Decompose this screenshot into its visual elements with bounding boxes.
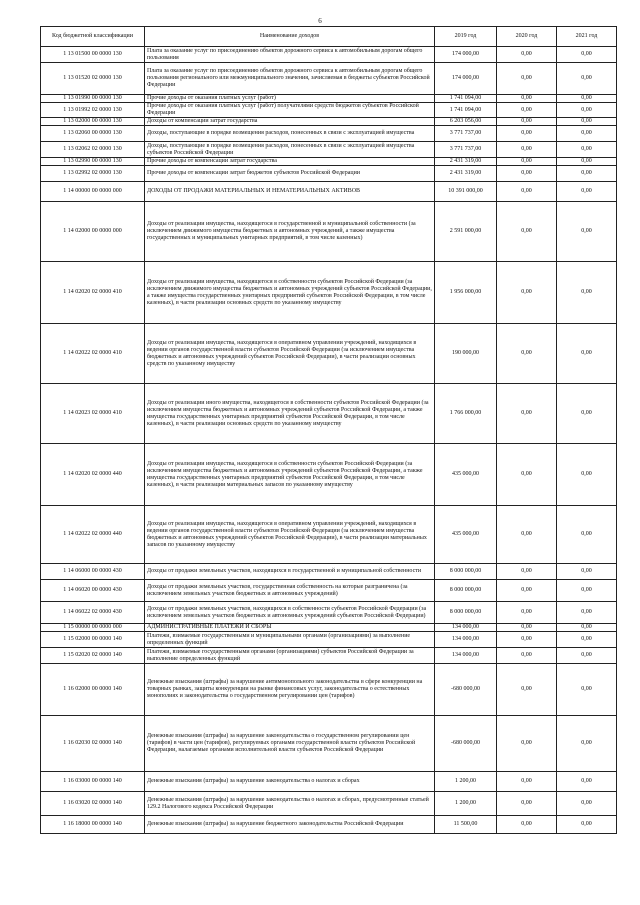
table-row (41, 384, 617, 444)
value-2019-cell: 1 741 094,00 (435, 103, 497, 118)
table-row (41, 47, 617, 63)
income-name-cell: Доходы, поступающие в порядке возмещения расходов, понесенных в связи с эксплуатацией имущества субъектов Российской Федерации (145, 142, 435, 158)
budget-code-cell: 1 14 02022 02 0000 440 (41, 506, 145, 564)
budget-code-cell: 1 14 02022 02 0000 410 (41, 324, 145, 384)
header-code: Код бюджетной классификации (41, 27, 145, 47)
income-name-cell: Доходы от реализации иного имущества, находящегося в собственности субъектов Российской Федерации (за исключением имущества бюджетных и автономных учреждений субъектов Российской Федерации, а также имущества государственных унитарных предприятий субъектов Российской Федерации, в том числе казенных), в части реализации основных средств по указанному имуществу (145, 384, 435, 444)
table-header-row (41, 27, 617, 47)
page-number: 6 (318, 17, 322, 25)
value-2020-cell: 0,00 (497, 602, 557, 624)
table-body (41, 47, 617, 834)
table-row (41, 95, 617, 103)
value-2020-cell: 0,00 (497, 664, 557, 716)
value-2019-cell: 1 200,00 (435, 772, 497, 792)
budget-code-cell: 1 15 02020 02 0000 140 (41, 648, 145, 664)
table-row (41, 772, 617, 792)
budget-code-cell: 1 13 01500 00 0000 130 (41, 47, 145, 63)
budget-code-cell: 1 14 02023 02 0000 410 (41, 384, 145, 444)
table-row (41, 580, 617, 602)
value-2019-cell: 8 000 000,00 (435, 580, 497, 602)
income-name-cell: Доходы от реализации имущества, находящегося в оперативном управлении учреждений, находящихся в ведении органов государственной власти субъектов Российской Федерации (за исключением имущества бюджетных и автономных учреждений субъектов Российской Федерации), в части реализации основных средств по указанному имуществу (145, 324, 435, 384)
value-2021-cell: 0,00 (557, 384, 617, 444)
value-2020-cell: 0,00 (497, 47, 557, 63)
value-2020-cell: 0,00 (497, 202, 557, 262)
value-2019-cell: 8 000 000,00 (435, 602, 497, 624)
table-row (41, 648, 617, 664)
table-row (41, 624, 617, 632)
value-2021-cell: 0,00 (557, 772, 617, 792)
value-2021-cell: 0,00 (557, 118, 617, 126)
value-2021-cell: 0,00 (557, 444, 617, 506)
value-2021-cell: 0,00 (557, 182, 617, 202)
budget-code-cell: 1 14 06022 02 0000 430 (41, 602, 145, 624)
budget-code-cell: 1 14 06020 00 0000 430 (41, 580, 145, 602)
table-row (41, 506, 617, 564)
budget-code-cell: 1 13 02060 00 0000 130 (41, 126, 145, 142)
budget-code-cell: 1 13 02062 02 0000 130 (41, 142, 145, 158)
budget-code-cell: 1 13 02992 02 0000 130 (41, 166, 145, 182)
income-name-cell: Доходы от реализации имущества, находящегося в собственности субъектов Российской Федерации (за исключением имущества бюджетных и автономных учреждений субъектов Российской Федерации, а также имущества государственных унитарных предприятий субъектов Российской Федерации, в том числе казенных), в части реализации материальных запасов по указанному имуществу (145, 444, 435, 506)
value-2020-cell: 0,00 (497, 792, 557, 816)
table-row (41, 202, 617, 262)
value-2019-cell: 435 000,00 (435, 506, 497, 564)
value-2020-cell: 0,00 (497, 648, 557, 664)
value-2019-cell: 10 391 000,00 (435, 182, 497, 202)
value-2020-cell: 0,00 (497, 716, 557, 772)
table-row (41, 716, 617, 772)
table-row (41, 126, 617, 142)
value-2020-cell: 0,00 (497, 580, 557, 602)
budget-code-cell: 1 16 03020 02 0000 140 (41, 792, 145, 816)
budget-code-cell: 1 16 02000 00 0000 140 (41, 664, 145, 716)
value-2020-cell: 0,00 (497, 103, 557, 118)
table-row (41, 792, 617, 816)
value-2021-cell: 0,00 (557, 202, 617, 262)
table-row (41, 63, 617, 95)
income-name-cell: Доходы от реализации имущества, находящегося в собственности субъектов Российской Федерации (за исключением движимого имущества бюджетных и автономных учреждений субъектов Российской Федерации, а также имущества государственных унитарных предприятий субъектов Российской Федерации, в том числе казенных), в части реализации основных средств по указанному имуществу (145, 262, 435, 324)
budget-code-cell: 1 14 02020 02 0000 410 (41, 262, 145, 324)
value-2019-cell: 8 000 000,00 (435, 564, 497, 580)
income-name-cell: Прочие доходы от компенсации затрат государства (145, 158, 435, 166)
income-name-cell: Прочие доходы от оказания платных услуг (работ) получателями средств бюджетов субъектов Российской Федерации (145, 103, 435, 118)
value-2020-cell: 0,00 (497, 126, 557, 142)
table-row (41, 664, 617, 716)
value-2021-cell: 0,00 (557, 95, 617, 103)
value-2021-cell: 0,00 (557, 47, 617, 63)
value-2021-cell: 0,00 (557, 624, 617, 632)
income-name-cell: Платежи, взимаемые государственными и муниципальными органами (организациями) за выполнение определенных функций (145, 632, 435, 648)
table-row (41, 182, 617, 202)
budget-code-cell: 1 13 01990 00 0000 130 (41, 95, 145, 103)
income-name-cell: Денежные взыскания (штрафы) за нарушение бюджетного законодательства Российской Федерации (145, 816, 435, 834)
header-2019: 2019 год (435, 27, 497, 47)
value-2020-cell: 0,00 (497, 772, 557, 792)
income-name-cell: Денежные взыскания (штрафы) за нарушение законодательства о государственном регулировании цен (тарифов) в части цен (тарифов), регулируемых органами государственной власти субъектов Российской Федерации, налагаемые органами исполнительной власти субъектов Российской Федерации (145, 716, 435, 772)
value-2019-cell: 3 771 737,00 (435, 142, 497, 158)
value-2021-cell: 0,00 (557, 166, 617, 182)
income-name-cell: Доходы от реализации имущества, находящегося в государственной и муниципальной собственности (за исключением движимого имущества бюджетных и автономных учреждений, а также имущества государственных и муниципальных унитарных предприятий, в том числе казенных) (145, 202, 435, 262)
table-row (41, 564, 617, 580)
value-2021-cell: 0,00 (557, 580, 617, 602)
value-2020-cell: 0,00 (497, 324, 557, 384)
table-row (41, 158, 617, 166)
value-2019-cell: -680 000,00 (435, 716, 497, 772)
income-name-cell: Доходы от компенсации затрат государства (145, 118, 435, 126)
value-2021-cell: 0,00 (557, 103, 617, 118)
income-name-cell: Прочие доходы от оказания платных услуг (работ) (145, 95, 435, 103)
header-2020: 2020 год (497, 27, 557, 47)
table-row (41, 632, 617, 648)
table-row (41, 444, 617, 506)
budget-code-cell: 1 16 03000 00 0000 140 (41, 772, 145, 792)
income-name-cell: Доходы, поступающие в порядке возмещения расходов, понесенных в связи с эксплуатацией имущества (145, 126, 435, 142)
header-name: Наименование доходов (145, 27, 435, 47)
budget-code-cell: 1 14 02020 02 0000 440 (41, 444, 145, 506)
value-2020-cell: 0,00 (497, 632, 557, 648)
budget-code-cell: 1 16 18000 00 0000 140 (41, 816, 145, 834)
value-2020-cell: 0,00 (497, 506, 557, 564)
income-name-cell: ДОХОДЫ ОТ ПРОДАЖИ МАТЕРИАЛЬНЫХ И НЕМАТЕРИАЛЬНЫХ АКТИВОВ (145, 182, 435, 202)
table-row (41, 118, 617, 126)
value-2019-cell: 190 000,00 (435, 324, 497, 384)
value-2020-cell: 0,00 (497, 444, 557, 506)
value-2021-cell: 0,00 (557, 142, 617, 158)
table-row (41, 602, 617, 624)
value-2020-cell: 0,00 (497, 63, 557, 95)
budget-code-cell: 1 15 02000 00 0000 140 (41, 632, 145, 648)
value-2021-cell: 0,00 (557, 632, 617, 648)
value-2021-cell: 0,00 (557, 324, 617, 384)
value-2021-cell: 0,00 (557, 664, 617, 716)
value-2020-cell: 0,00 (497, 624, 557, 632)
value-2021-cell: 0,00 (557, 602, 617, 624)
income-name-cell: Денежные взыскания (штрафы) за нарушение законодательства о налогах и сборах, предусмотренные статьей 129.2 Налогового кодекса Российской Федерации (145, 792, 435, 816)
value-2019-cell: 435 000,00 (435, 444, 497, 506)
value-2019-cell: 11 500,00 (435, 816, 497, 834)
value-2019-cell: 1 200,00 (435, 792, 497, 816)
value-2021-cell: 0,00 (557, 126, 617, 142)
value-2021-cell: 0,00 (557, 716, 617, 772)
value-2019-cell: 1 956 000,00 (435, 262, 497, 324)
income-name-cell: АДМИНИСТРАТИВНЫЕ ПЛАТЕЖИ И СБОРЫ (145, 624, 435, 632)
value-2019-cell: 2 591 000,00 (435, 202, 497, 262)
table-row (41, 262, 617, 324)
value-2019-cell: 1 741 094,00 (435, 95, 497, 103)
value-2021-cell: 0,00 (557, 816, 617, 834)
value-2019-cell: 174 000,00 (435, 63, 497, 95)
header-2021: 2021 год (557, 27, 617, 47)
income-name-cell: Платежи, взимаемые государственными органами (организациями) субъектов Российской Федерации за выполнение определенных функций (145, 648, 435, 664)
table-row (41, 166, 617, 182)
value-2020-cell: 0,00 (497, 564, 557, 580)
income-name-cell: Плата за оказание услуг по присоединению объектов дорожного сервиса к автомобильным дорогам общего пользования регионального или межмуниципального значения, зачисляемая в бюджеты субъектов Российской Федерации (145, 63, 435, 95)
value-2019-cell: 134 000,00 (435, 648, 497, 664)
value-2019-cell: 174 000,00 (435, 47, 497, 63)
revenue-table (40, 26, 617, 834)
budget-code-cell: 1 13 01992 02 0000 130 (41, 103, 145, 118)
income-name-cell: Плата за оказание услуг по присоединению объектов дорожного сервиса к автомобильным дорогам общего пользования (145, 47, 435, 63)
value-2021-cell: 0,00 (557, 262, 617, 324)
value-2019-cell: -680 000,00 (435, 664, 497, 716)
income-name-cell: Доходы от реализации имущества, находящегося в оперативном управлении учреждений, находящихся в ведении органов государственной власти субъектов Российской Федерации (за исключением имущества бюджетных и автономных учреждений субъектов Российской Федерации), в части реализации материальных запасов по указанному имуществу (145, 506, 435, 564)
budget-code-cell: 1 14 02000 00 0000 000 (41, 202, 145, 262)
value-2020-cell: 0,00 (497, 182, 557, 202)
budget-code-cell: 1 15 00000 00 0000 000 (41, 624, 145, 632)
value-2019-cell: 1 766 000,00 (435, 384, 497, 444)
value-2020-cell: 0,00 (497, 384, 557, 444)
value-2021-cell: 0,00 (557, 792, 617, 816)
value-2019-cell: 134 000,00 (435, 624, 497, 632)
value-2020-cell: 0,00 (497, 118, 557, 126)
income-name-cell: Доходы от продажи земельных участков, находящихся в собственности субъектов Российской Федерации (за исключением земельных участков бюджетных и автономных учреждений субъектов Российской Федерации) (145, 602, 435, 624)
value-2020-cell: 0,00 (497, 816, 557, 834)
table-row (41, 142, 617, 158)
value-2019-cell: 2 431 319,00 (435, 166, 497, 182)
value-2021-cell: 0,00 (557, 506, 617, 564)
value-2021-cell: 0,00 (557, 648, 617, 664)
income-name-cell: Денежные взыскания (штрафы) за нарушение законодательства о налогах и сборах (145, 772, 435, 792)
value-2020-cell: 0,00 (497, 262, 557, 324)
budget-code-cell: 1 13 01520 02 0000 130 (41, 63, 145, 95)
budget-code-cell: 1 13 02000 00 0000 130 (41, 118, 145, 126)
value-2019-cell: 2 431 319,00 (435, 158, 497, 166)
value-2019-cell: 134 000,00 (435, 632, 497, 648)
budget-code-cell: 1 16 02030 02 0000 140 (41, 716, 145, 772)
table-row (41, 816, 617, 834)
income-name-cell: Денежные взыскания (штрафы) за нарушение антимонопольного законодательства в сфере конкуренции на товарных рынках, защиты конкуренции на рынке финансовых услуг, законодательства о естественных монополиях и законодательства о государственном регулировании цен (тарифов) (145, 664, 435, 716)
value-2021-cell: 0,00 (557, 63, 617, 95)
income-name-cell: Прочие доходы от компенсации затрат бюджетов субъектов Российской Федерации (145, 166, 435, 182)
value-2020-cell: 0,00 (497, 95, 557, 103)
value-2020-cell: 0,00 (497, 142, 557, 158)
value-2020-cell: 0,00 (497, 158, 557, 166)
table-row (41, 324, 617, 384)
income-name-cell: Доходы от продажи земельных участков, государственная собственность на которые разграничена (за исключением земельных участков бюджетных и автономных учреждений) (145, 580, 435, 602)
budget-code-cell: 1 14 00000 00 0000 000 (41, 182, 145, 202)
value-2021-cell: 0,00 (557, 158, 617, 166)
value-2021-cell: 0,00 (557, 564, 617, 580)
budget-code-cell: 1 14 06000 00 0000 430 (41, 564, 145, 580)
income-name-cell: Доходы от продажи земельных участков, находящихся в государственной и муниципальной собственности (145, 564, 435, 580)
value-2019-cell: 3 771 737,00 (435, 126, 497, 142)
value-2019-cell: 6 203 056,00 (435, 118, 497, 126)
table-row (41, 103, 617, 118)
budget-code-cell: 1 13 02990 00 0000 130 (41, 158, 145, 166)
value-2020-cell: 0,00 (497, 166, 557, 182)
